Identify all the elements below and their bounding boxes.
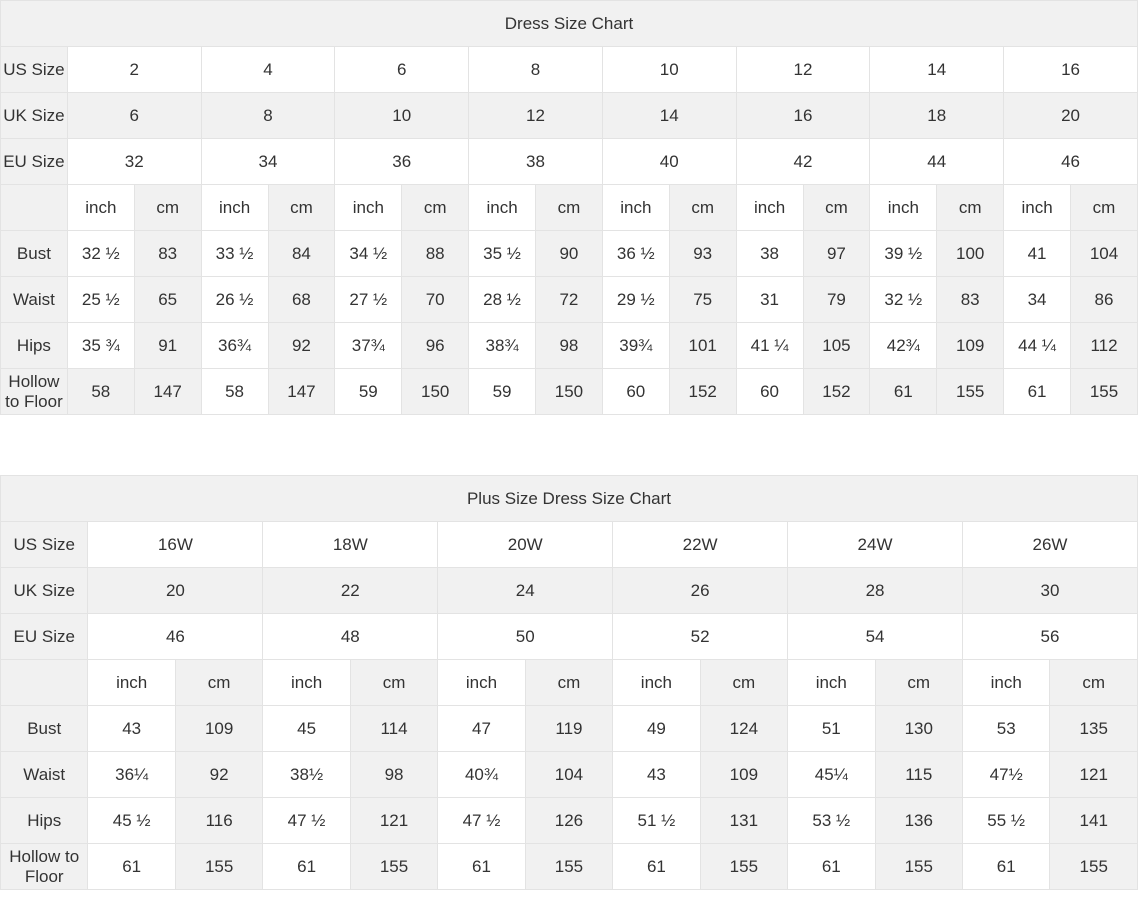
- measure-cell: 27 ½: [335, 277, 402, 323]
- table-row-eu-size: [1, 139, 1138, 185]
- measure-cell: 83: [937, 277, 1004, 323]
- measure-cell: 147: [134, 369, 201, 415]
- measure-cell: 75: [669, 277, 736, 323]
- us-size-value: 22W: [613, 522, 788, 568]
- table-row-waist: [1, 277, 1138, 323]
- measure-cell: 40¾: [438, 752, 525, 798]
- measure-cell: 141: [1050, 798, 1138, 844]
- us-size-value: 24W: [788, 522, 963, 568]
- measure-cell: 32 ½: [870, 277, 937, 323]
- measure-cell: 59: [469, 369, 536, 415]
- measure-cell: 155: [350, 844, 437, 890]
- measure-cell: 98: [536, 323, 603, 369]
- measure-cell: 152: [669, 369, 736, 415]
- uk-size-value: 28: [788, 568, 963, 614]
- measure-cell: 49: [613, 706, 700, 752]
- unit-label: cm: [1050, 660, 1138, 706]
- measure-cell: 61: [870, 369, 937, 415]
- measure-cell: 109: [700, 752, 787, 798]
- measure-cell: 101: [669, 323, 736, 369]
- unit-label: cm: [134, 185, 201, 231]
- measure-cell: 45 ½: [88, 798, 175, 844]
- measure-cell: 109: [175, 706, 262, 752]
- row-label-bust: Bust: [1, 706, 88, 752]
- row-label-units: [1, 185, 68, 231]
- us-size-value: 6: [335, 47, 469, 93]
- chart-title-row: [1, 1, 1138, 47]
- table-row-eu-size: [1, 614, 1138, 660]
- unit-label: inch: [201, 185, 268, 231]
- measure-cell: 68: [268, 277, 335, 323]
- unit-label: inch: [788, 660, 875, 706]
- unit-label: inch: [263, 660, 350, 706]
- unit-label: cm: [700, 660, 787, 706]
- uk-size-value: 20: [1004, 93, 1138, 139]
- row-label-us-size: US Size: [1, 522, 88, 568]
- measure-cell: 130: [875, 706, 962, 752]
- measure-cell: 38½: [263, 752, 350, 798]
- dress-size-chart-block: [0, 0, 1138, 415]
- measure-cell: 79: [803, 277, 870, 323]
- measure-cell: 58: [201, 369, 268, 415]
- table-row-units: [1, 185, 1138, 231]
- uk-size-value: 12: [469, 93, 603, 139]
- measure-cell: 36¾: [201, 323, 268, 369]
- measure-cell: 61: [962, 844, 1049, 890]
- measure-cell: 39¾: [602, 323, 669, 369]
- uk-size-value: 10: [335, 93, 469, 139]
- unit-label: cm: [536, 185, 603, 231]
- measure-cell: 60: [602, 369, 669, 415]
- row-label-uk-size: UK Size: [1, 568, 88, 614]
- measure-cell: 92: [175, 752, 262, 798]
- measure-cell: 61: [1004, 369, 1071, 415]
- measure-cell: 152: [803, 369, 870, 415]
- row-label-waist: Waist: [1, 277, 68, 323]
- measure-cell: 61: [438, 844, 525, 890]
- eu-size-value: 46: [1004, 139, 1138, 185]
- measure-cell: 126: [525, 798, 612, 844]
- measure-cell: 33 ½: [201, 231, 268, 277]
- uk-size-value: 20: [88, 568, 263, 614]
- us-size-value: 16W: [88, 522, 263, 568]
- measure-cell: 37¾: [335, 323, 402, 369]
- unit-label: cm: [875, 660, 962, 706]
- measure-cell: 72: [536, 277, 603, 323]
- measure-cell: 116: [175, 798, 262, 844]
- measure-cell: 38¾: [469, 323, 536, 369]
- measure-cell: 121: [350, 798, 437, 844]
- eu-size-value: 38: [469, 139, 603, 185]
- us-size-value: 26W: [962, 522, 1137, 568]
- measure-cell: 98: [350, 752, 437, 798]
- measure-cell: 90: [536, 231, 603, 277]
- measure-cell: 39 ½: [870, 231, 937, 277]
- measure-cell: 155: [700, 844, 787, 890]
- unit-label: cm: [1071, 185, 1138, 231]
- measure-cell: 119: [525, 706, 612, 752]
- measure-cell: 43: [88, 706, 175, 752]
- table-row-us-size: [1, 522, 1138, 568]
- measure-cell: 88: [402, 231, 469, 277]
- measure-cell: 135: [1050, 706, 1138, 752]
- eu-size-value: 54: [788, 614, 963, 660]
- measure-cell: 155: [1050, 844, 1138, 890]
- measure-cell: 93: [669, 231, 736, 277]
- eu-size-value: 44: [870, 139, 1004, 185]
- us-size-value: 18W: [263, 522, 438, 568]
- table-row-bust: [1, 231, 1138, 277]
- measure-cell: 59: [335, 369, 402, 415]
- unit-label: inch: [870, 185, 937, 231]
- measure-cell: 47: [438, 706, 525, 752]
- unit-label: inch: [335, 185, 402, 231]
- uk-size-value: 24: [438, 568, 613, 614]
- eu-size-value: 56: [962, 614, 1137, 660]
- measure-cell: 42¾: [870, 323, 937, 369]
- table-row-hips: [1, 323, 1138, 369]
- measure-cell: 155: [525, 844, 612, 890]
- measure-cell: 51 ½: [613, 798, 700, 844]
- measure-cell: 96: [402, 323, 469, 369]
- measure-cell: 61: [88, 844, 175, 890]
- unit-label: cm: [402, 185, 469, 231]
- measure-cell: 155: [937, 369, 1004, 415]
- measure-cell: 61: [263, 844, 350, 890]
- measure-cell: 28 ½: [469, 277, 536, 323]
- dress-size-chart-table: [0, 0, 1138, 415]
- row-label-hollow-to-floor: Hollow to Floor: [1, 844, 88, 890]
- measure-cell: 43: [613, 752, 700, 798]
- unit-label: inch: [602, 185, 669, 231]
- measure-cell: 47 ½: [438, 798, 525, 844]
- table-row-bust: [1, 706, 1138, 752]
- measure-cell: 34 ½: [335, 231, 402, 277]
- measure-cell: 36¼: [88, 752, 175, 798]
- eu-size-value: 36: [335, 139, 469, 185]
- measure-cell: 136: [875, 798, 962, 844]
- measure-cell: 92: [268, 323, 335, 369]
- row-label-bust: Bust: [1, 231, 68, 277]
- row-label-eu-size: EU Size: [1, 139, 68, 185]
- measure-cell: 45¼: [788, 752, 875, 798]
- measure-cell: 84: [268, 231, 335, 277]
- row-label-eu-size: EU Size: [1, 614, 88, 660]
- measure-cell: 61: [788, 844, 875, 890]
- measure-cell: 124: [700, 706, 787, 752]
- eu-size-value: 50: [438, 614, 613, 660]
- measure-cell: 100: [937, 231, 1004, 277]
- unit-label: inch: [67, 185, 134, 231]
- measure-cell: 115: [875, 752, 962, 798]
- chart-title-row: [1, 476, 1138, 522]
- us-size-value: 14: [870, 47, 1004, 93]
- page-title: Dress Size Chart: [1, 1, 1138, 47]
- unit-label: cm: [175, 660, 262, 706]
- eu-size-value: 48: [263, 614, 438, 660]
- unit-label: cm: [937, 185, 1004, 231]
- table-row-hips: [1, 798, 1138, 844]
- unit-label: inch: [438, 660, 525, 706]
- measure-cell: 104: [1071, 231, 1138, 277]
- row-label-hips: Hips: [1, 798, 88, 844]
- measure-cell: 104: [525, 752, 612, 798]
- unit-label: cm: [803, 185, 870, 231]
- unit-label: inch: [469, 185, 536, 231]
- uk-size-value: 26: [613, 568, 788, 614]
- measure-cell: 91: [134, 323, 201, 369]
- eu-size-value: 32: [67, 139, 201, 185]
- measure-cell: 58: [67, 369, 134, 415]
- measure-cell: 70: [402, 277, 469, 323]
- us-size-value: 8: [469, 47, 603, 93]
- table-row-waist: [1, 752, 1138, 798]
- us-size-value: 16: [1004, 47, 1138, 93]
- eu-size-value: 46: [88, 614, 263, 660]
- plus-size-chart-table: [0, 475, 1138, 890]
- eu-size-value: 52: [613, 614, 788, 660]
- uk-size-value: 18: [870, 93, 1004, 139]
- measure-cell: 47½: [962, 752, 1049, 798]
- uk-size-value: 14: [602, 93, 736, 139]
- measure-cell: 47 ½: [263, 798, 350, 844]
- table-row-hollow-to-floor: [1, 844, 1138, 890]
- measure-cell: 51: [788, 706, 875, 752]
- measure-cell: 83: [134, 231, 201, 277]
- row-label-uk-size: UK Size: [1, 93, 68, 139]
- table-row-units: [1, 660, 1138, 706]
- measure-cell: 112: [1071, 323, 1138, 369]
- us-size-value: 10: [602, 47, 736, 93]
- uk-size-value: 30: [962, 568, 1137, 614]
- measure-cell: 155: [1071, 369, 1138, 415]
- measure-cell: 55 ½: [962, 798, 1049, 844]
- measure-cell: 41: [1004, 231, 1071, 277]
- measure-cell: 36 ½: [602, 231, 669, 277]
- eu-size-value: 34: [201, 139, 335, 185]
- measure-cell: 155: [875, 844, 962, 890]
- table-row-uk-size: [1, 568, 1138, 614]
- measure-cell: 65: [134, 277, 201, 323]
- section-divider: [0, 415, 1138, 475]
- measure-cell: 38: [736, 231, 803, 277]
- plus-page-title: Plus Size Dress Size Chart: [1, 476, 1138, 522]
- unit-label: cm: [669, 185, 736, 231]
- unit-label: inch: [88, 660, 175, 706]
- uk-size-value: 8: [201, 93, 335, 139]
- row-label-waist: Waist: [1, 752, 88, 798]
- measure-cell: 41 ¼: [736, 323, 803, 369]
- uk-size-value: 16: [736, 93, 870, 139]
- table-row-uk-size: [1, 93, 1138, 139]
- us-size-value: 12: [736, 47, 870, 93]
- measure-cell: 31: [736, 277, 803, 323]
- uk-size-value: 6: [67, 93, 201, 139]
- measure-cell: 53 ½: [788, 798, 875, 844]
- unit-label: cm: [268, 185, 335, 231]
- unit-label: inch: [613, 660, 700, 706]
- us-size-value: 20W: [438, 522, 613, 568]
- measure-cell: 35 ¾: [67, 323, 134, 369]
- measure-cell: 150: [536, 369, 603, 415]
- measure-cell: 60: [736, 369, 803, 415]
- measure-cell: 34: [1004, 277, 1071, 323]
- measure-cell: 44 ¼: [1004, 323, 1071, 369]
- measure-cell: 155: [175, 844, 262, 890]
- measure-cell: 121: [1050, 752, 1138, 798]
- unit-label: cm: [350, 660, 437, 706]
- us-size-value: 4: [201, 47, 335, 93]
- table-row-us-size: [1, 47, 1138, 93]
- measure-cell: 26 ½: [201, 277, 268, 323]
- measure-cell: 45: [263, 706, 350, 752]
- measure-cell: 29 ½: [602, 277, 669, 323]
- measure-cell: 114: [350, 706, 437, 752]
- row-label-units: [1, 660, 88, 706]
- measure-cell: 150: [402, 369, 469, 415]
- unit-label: cm: [525, 660, 612, 706]
- unit-label: inch: [736, 185, 803, 231]
- eu-size-value: 42: [736, 139, 870, 185]
- us-size-value: 2: [67, 47, 201, 93]
- row-label-hips: Hips: [1, 323, 68, 369]
- measure-cell: 86: [1071, 277, 1138, 323]
- measure-cell: 109: [937, 323, 1004, 369]
- row-label-us-size: US Size: [1, 47, 68, 93]
- measure-cell: 25 ½: [67, 277, 134, 323]
- row-label-hollow-to-floor: Hollow to Floor: [1, 369, 68, 415]
- measure-cell: 61: [613, 844, 700, 890]
- measure-cell: 147: [268, 369, 335, 415]
- eu-size-value: 40: [602, 139, 736, 185]
- unit-label: inch: [962, 660, 1049, 706]
- uk-size-value: 22: [263, 568, 438, 614]
- measure-cell: 105: [803, 323, 870, 369]
- measure-cell: 131: [700, 798, 787, 844]
- plus-size-chart-block: [0, 475, 1138, 890]
- measure-cell: 53: [962, 706, 1049, 752]
- measure-cell: 97: [803, 231, 870, 277]
- table-row-hollow-to-floor: [1, 369, 1138, 415]
- measure-cell: 32 ½: [67, 231, 134, 277]
- measure-cell: 35 ½: [469, 231, 536, 277]
- unit-label: inch: [1004, 185, 1071, 231]
